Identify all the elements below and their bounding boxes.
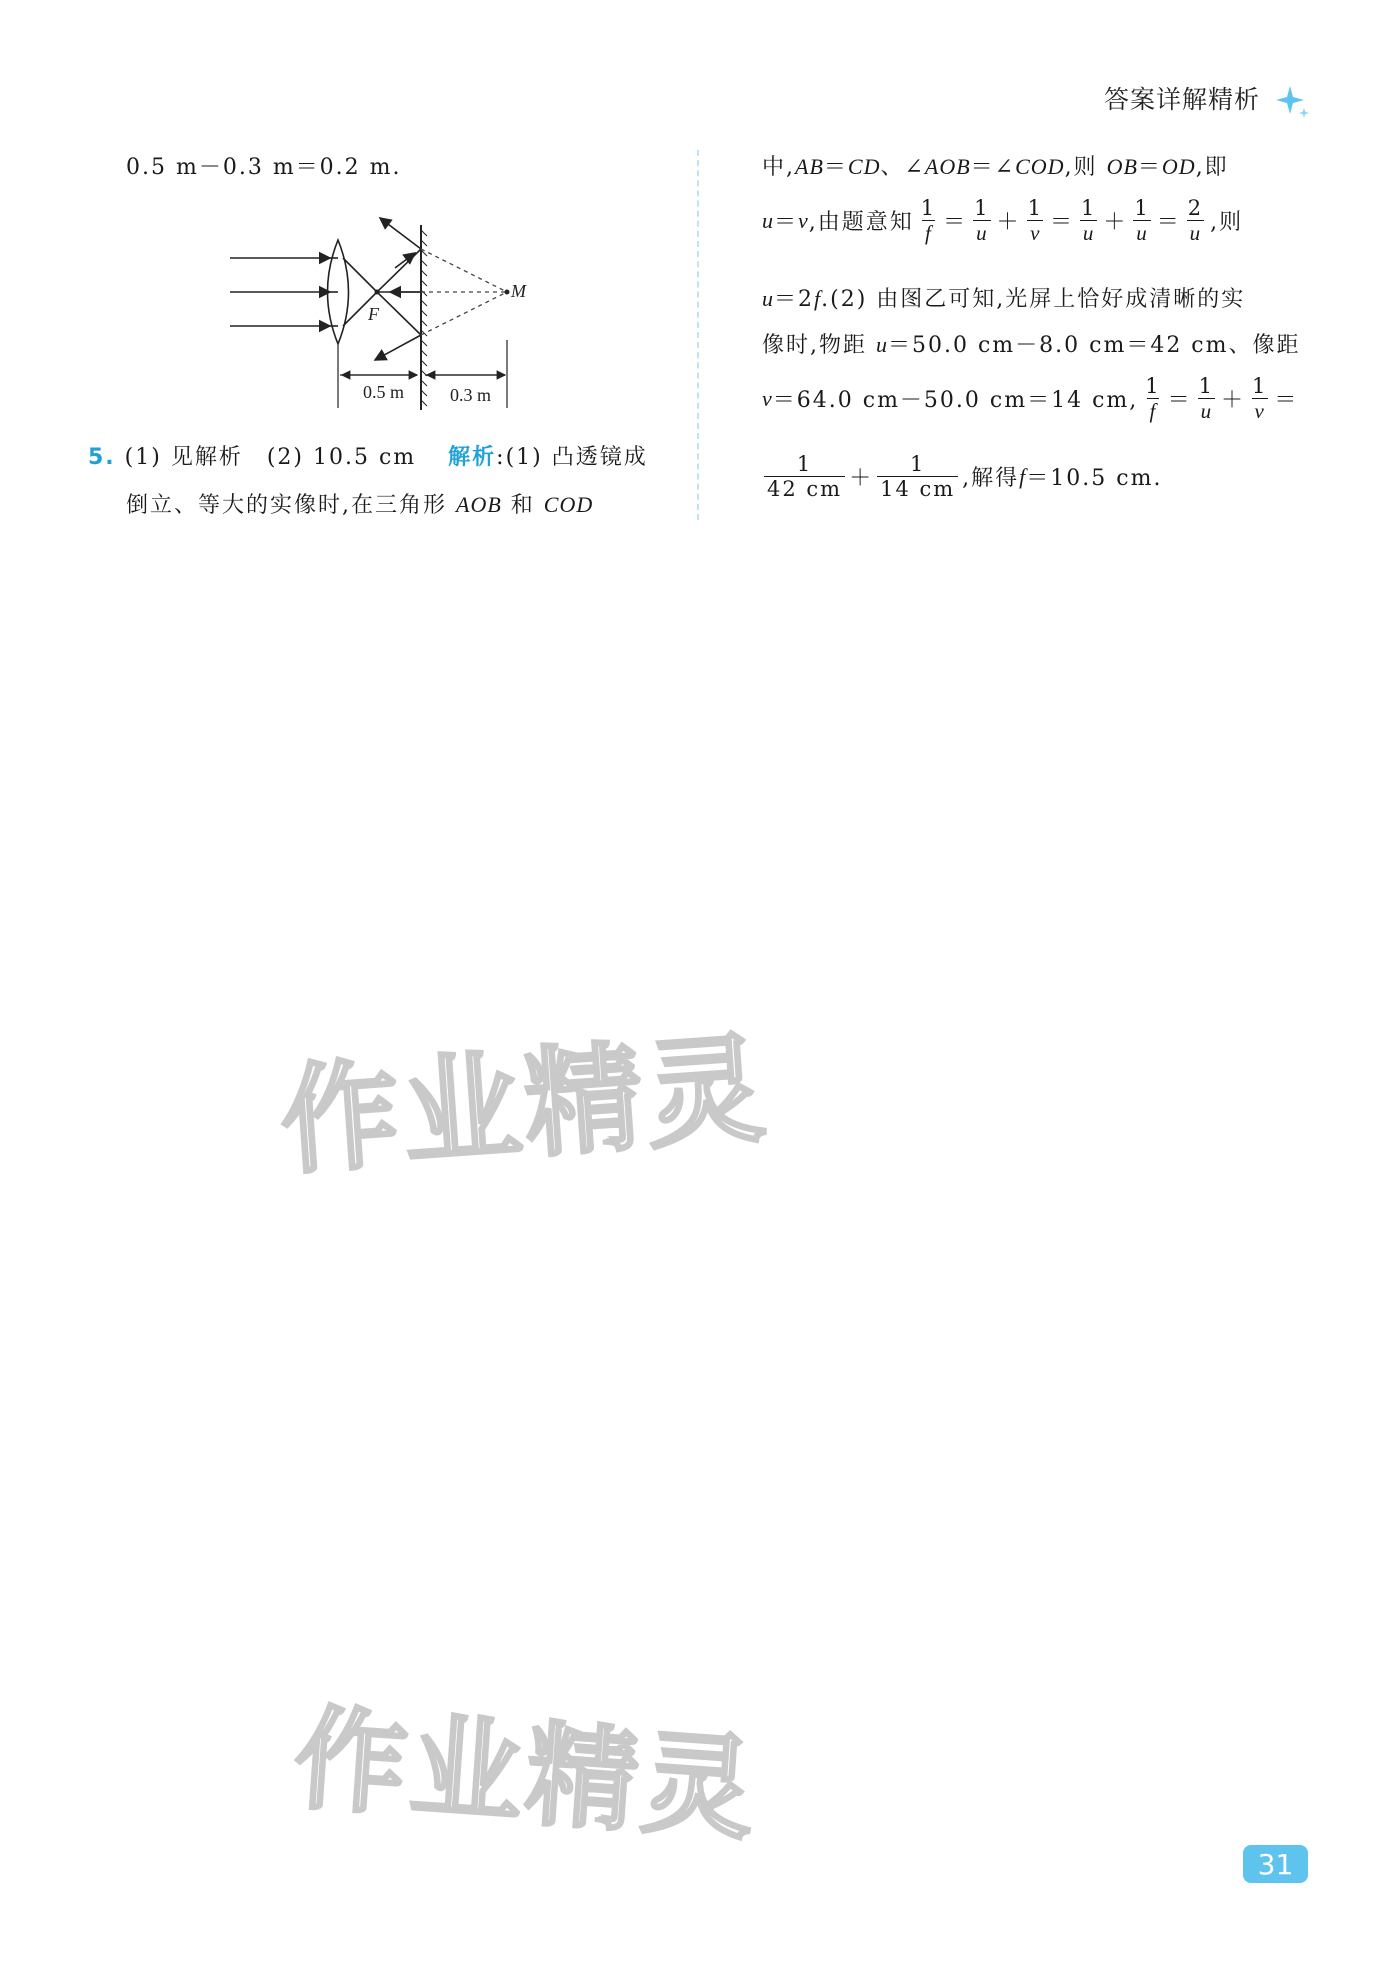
q5-answer: (1) 见解析 (2) 10.5 cm: [124, 445, 417, 470]
page-number: 31: [1243, 1845, 1308, 1883]
q5-line-2: 倒立、等大的实像时,在三角形 AOB 和 COD: [126, 492, 594, 518]
analysis-label: 解析: [448, 445, 497, 470]
fraction-1-over-f: $\frac{1}{f}$: [920, 196, 937, 246]
q5-line1-rest: :(1) 凸透镜成: [496, 445, 648, 470]
column-divider: [697, 150, 699, 520]
label-M: M: [511, 281, 526, 301]
fraction-1-over-u: $\frac{1}{u}$: [1134, 196, 1150, 246]
fraction-1-over-14cm: $\frac{1}{14 cm}$: [877, 452, 958, 501]
dim-right: 0.3 m: [450, 385, 492, 405]
fraction-1-over-u: $\frac{1}{u}$: [1198, 374, 1215, 424]
lens-mirror-diagram: [225, 210, 535, 415]
watermark: 作业精灵: [290, 1693, 763, 1857]
fraction-1-over-u: $\frac{1}{u}$: [1080, 196, 1097, 246]
sparkle-icon: [1276, 84, 1310, 118]
q5-line-1: [88, 440, 648, 471]
fraction-1-over-v: $\frac{1}{v}$: [1252, 374, 1268, 424]
right-line-5: v ＝64.0 cm－50.0 cm＝14 cm, $\frac{1}{f}$ ＝ $\frac{1}{u}$ ＋ $\frac{1}{v}$ ＝: [762, 374, 1299, 424]
fraction-2-over-u: $\frac{2}{u}$: [1187, 196, 1204, 246]
question-number: 5.: [88, 445, 116, 470]
dim-left: 0.5 m: [363, 382, 405, 402]
right-line-6: $\frac{1}{42 cm}$ ＋ $\frac{1}{14 cm}$ ,解得 f ＝10.5 cm.: [760, 452, 1162, 501]
watermark: 作业精灵: [276, 1019, 773, 1191]
right-line-1: 中,AB＝CD、∠AOB＝∠COD,则 OB＝OD,即: [762, 154, 1229, 180]
fraction-1-over-u: $\frac{1}{u}$: [974, 196, 990, 246]
label-F: F: [368, 304, 379, 324]
fraction-1-over-f: $\frac{1}{f}$: [1145, 374, 1161, 424]
fraction-1-over-42cm: $\frac{1}{42 cm}$: [764, 452, 845, 501]
right-line-4: 像时,物距 u＝50.0 cm－8.0 cm＝42 cm、像距: [762, 332, 1301, 358]
fraction-1-over-v: $\frac{1}{v}$: [1027, 196, 1043, 246]
header-title: 答案详解精析: [1104, 85, 1261, 114]
left-line-1: 0.5 m－0.3 m＝0.2 m.: [126, 155, 402, 180]
right-line-2: u ＝ v ,由题意知 $\frac{1}{f}$ ＝ $\frac{1}{u}$ ＋ $\frac{1}{v}$ ＝ $\frac{1}{u}$ ＋ $\frac{1}{u}$ ＝ $\frac{2}{u}$ ,则: [762, 196, 1244, 246]
right-line-3: u＝2f.(2) 由图乙可知,光屏上恰好成清晰的实: [762, 286, 1246, 312]
